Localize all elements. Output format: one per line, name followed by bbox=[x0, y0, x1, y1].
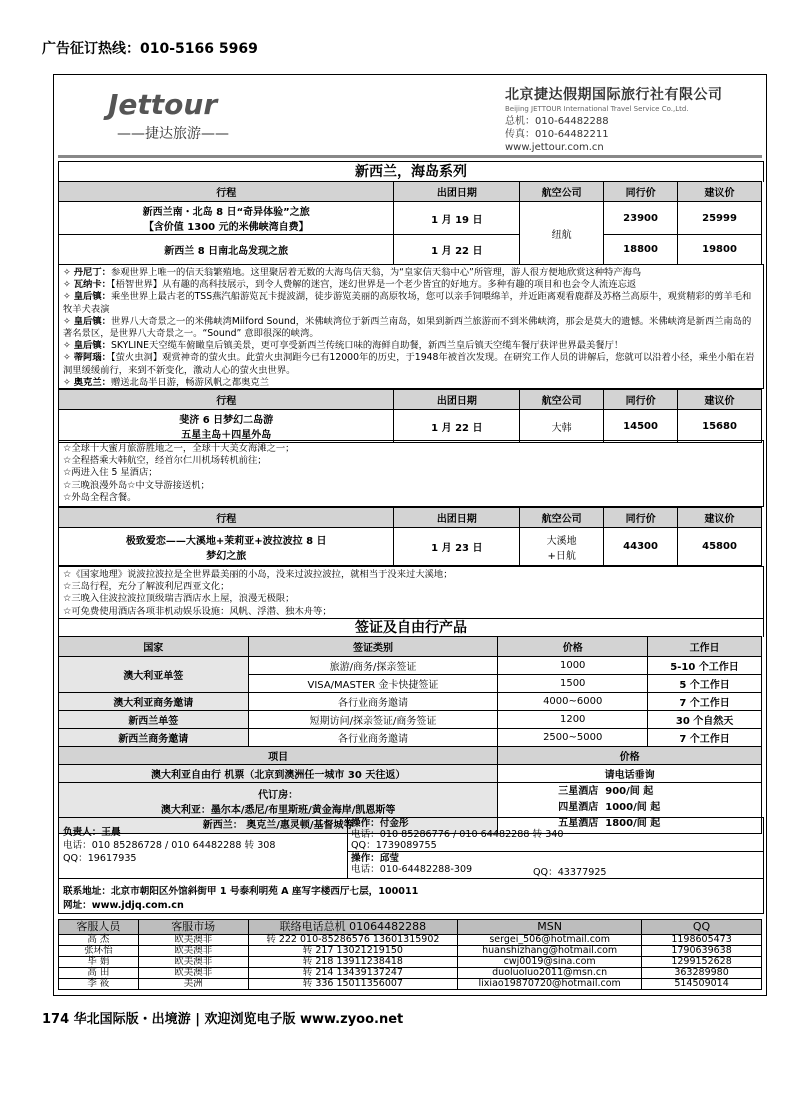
cs-name: 毕 娟 bbox=[59, 957, 139, 968]
company-web[interactable]: www.jettour.com.cn bbox=[505, 142, 604, 153]
suggest-price: 15680 bbox=[678, 410, 762, 443]
cs-phone: 转 214 13439137247 bbox=[248, 968, 458, 979]
price-cell: 1000 bbox=[498, 657, 648, 675]
tahiti-tour-table bbox=[58, 507, 762, 566]
table-header-row bbox=[59, 182, 762, 202]
company-name-cn: 北京捷达假期国际旅行社有限公司 bbox=[505, 87, 723, 103]
peer-price: 18800 bbox=[604, 235, 678, 265]
table-row bbox=[59, 657, 762, 675]
list-item: ✧ 皇后镇：乘坐世界上最古老的TSS燕汽船游览瓦卡提波湖，徒步游览美丽的高原牧场，您可以亲手饲喂绵羊，并近距离观看鹿群及苏格兰高原牛，观赏精彩的剪羊毛和牧羊犬表演 bbox=[63, 291, 752, 315]
header-price: 价格 bbox=[498, 637, 648, 657]
page-footer: 174 华北国际版・出境游 | 欢迎浏览电子版 www.zyoo.net bbox=[42, 1012, 404, 1027]
list-item: ☆两进入住 5 星酒店； bbox=[63, 467, 158, 479]
peer-price: 14500 bbox=[604, 410, 678, 443]
header-suggest: 建议价 bbox=[678, 390, 762, 410]
country-cell: 澳大利亚商务邀请 bbox=[59, 693, 249, 711]
date-cell: 1 月 19 日 bbox=[394, 202, 520, 235]
table-row bbox=[59, 693, 762, 711]
address: 联系地址：北京市朝阳区外馆斜街甲 1 号泰利明苑 A 座写字楼西厅七层，100011 bbox=[63, 886, 419, 897]
tahiti-notes bbox=[58, 566, 764, 620]
cs-header: MSN bbox=[458, 920, 642, 935]
cs-qq: 1198605473 bbox=[642, 935, 762, 946]
country-cell: 澳大利亚单签 bbox=[59, 657, 249, 693]
cs-header: 客服市场 bbox=[138, 920, 248, 935]
visa-type-cell: 旅游/商务/探亲签证 bbox=[248, 657, 498, 675]
contacts-divider bbox=[347, 818, 348, 878]
header-visa-type: 签证类别 bbox=[248, 637, 498, 657]
company-phone: 总机：010-64482288 bbox=[505, 116, 609, 127]
header-route: 行程 bbox=[59, 390, 394, 410]
header-peer: 同行价 bbox=[604, 508, 678, 528]
company-fax: 传真：010-64482211 bbox=[505, 129, 609, 140]
visa-type-cell: 各行业商务邀请 bbox=[248, 729, 498, 747]
peer-price: 44300 bbox=[604, 528, 678, 566]
cs-market: 欧美澳非 bbox=[138, 968, 248, 979]
logo-word: Jettour bbox=[108, 88, 218, 121]
cs-qq: 1790639638 bbox=[642, 946, 762, 957]
header-airline: 航空公司 bbox=[520, 390, 604, 410]
table-row bbox=[59, 202, 762, 235]
visa-table bbox=[58, 636, 762, 834]
cs-msn: cwj0019@sina.com bbox=[458, 957, 642, 968]
jettour-logo bbox=[108, 88, 238, 150]
fiji-notes bbox=[58, 440, 764, 507]
workdays-cell: 30 个自然天 bbox=[648, 711, 762, 729]
manager-block bbox=[63, 826, 276, 865]
cs-phone: 转 218 13911238418 bbox=[248, 957, 458, 968]
ad-hotline: 广告征订热线：010-5166 5969 bbox=[42, 41, 258, 57]
header-peer: 同行价 bbox=[604, 182, 678, 202]
operator1-qq: QQ：1739089755 bbox=[351, 840, 437, 851]
cs-phone: 转 222 010-85286576 13601315902 bbox=[248, 935, 458, 946]
list-item: ✧ 丹尼丁：参观世界上唯一的信天翁繁殖地。这里聚居着无数的大海鸟信天翁，为“皇家信天翁中心”所管理，游人很方便地欣赏这种特产海鸟 bbox=[63, 267, 642, 278]
customer-service-table bbox=[58, 919, 762, 990]
header-workdays: 工作日 bbox=[648, 637, 762, 657]
cs-phone: 转 336 15011356007 bbox=[248, 979, 458, 990]
date-cell: 1 月 23 日 bbox=[394, 528, 520, 566]
table-header-row bbox=[59, 920, 762, 935]
table-row bbox=[59, 235, 762, 265]
route-cell: 斐济 6 日梦幻二岛游 五星主岛＋四星外岛 bbox=[59, 410, 394, 443]
hotel-booking-cell: 代订房： 澳大利亚：墨尔本/悉尼/布里斯班/黄金海岸/凯恩斯等 新西兰： 奥克兰/惠灵顿/基督城等 bbox=[59, 783, 498, 834]
table-row bbox=[59, 729, 762, 747]
list-item: ☆《国家地理》说波拉波拉是全世界最美丽的小岛，没来过波拉波拉，就相当于没来过大溪地； bbox=[63, 569, 453, 580]
cs-msn: lixiao19870720@hotmail.com bbox=[458, 979, 642, 990]
cs-market: 欧美澳非 bbox=[138, 946, 248, 957]
manager-name: 负责人：王晨 bbox=[63, 827, 121, 838]
operator2-qq: QQ：43377925 bbox=[533, 867, 607, 878]
header-route: 行程 bbox=[59, 508, 394, 528]
table-row bbox=[59, 528, 762, 566]
header-date: 出团日期 bbox=[394, 508, 520, 528]
visa-type-cell: 各行业商务邀请 bbox=[248, 693, 498, 711]
website-link[interactable]: 网址：www.jdjq.com.cn bbox=[63, 900, 184, 911]
header-suggest: 建议价 bbox=[678, 182, 762, 202]
cs-market: 欧美澳非 bbox=[138, 935, 248, 946]
logo-cn: ——捷达旅游—— bbox=[117, 126, 229, 142]
header-date: 出团日期 bbox=[394, 390, 520, 410]
table-row bbox=[59, 968, 762, 979]
list-item: ☆三晚入住波拉波拉顶级瑞吉酒店水上屋，浪漫无极限； bbox=[63, 593, 295, 605]
cs-market: 欧美澳非 bbox=[138, 957, 248, 968]
operator-divider bbox=[348, 851, 763, 852]
visa-type-cell: VISA/MASTER 金卡快捷签证 bbox=[248, 675, 498, 693]
company-info bbox=[505, 84, 745, 154]
workdays-cell: 5 个工作日 bbox=[648, 675, 762, 693]
cs-phone: 转 217 13021219150 bbox=[248, 946, 458, 957]
nz-notes bbox=[58, 264, 764, 389]
list-item: ☆可免费使用酒店各项非机动娱乐设施：风帆、浮潜、独木舟等； bbox=[63, 605, 332, 617]
cs-header: QQ bbox=[642, 920, 762, 935]
ticket-cell: 澳大利亚自由行 机票（北京到澳洲任一城市 30 天往返） bbox=[59, 765, 498, 783]
header-airline: 航空公司 bbox=[520, 508, 604, 528]
suggest-price: 25999 bbox=[678, 202, 762, 235]
peer-price: 23900 bbox=[604, 202, 678, 235]
manager-qq: QQ：19617935 bbox=[63, 853, 137, 864]
cs-name: 高 田 bbox=[59, 968, 139, 979]
cs-msn: sergei_506@hotmail.com bbox=[458, 935, 642, 946]
route-cell: 新西兰南・北岛 8 日“奇异体验”之旅 【含价值 1300 元的米佛峡湾自费】 bbox=[59, 202, 394, 235]
header-item: 项目 bbox=[59, 747, 498, 765]
operator1-block bbox=[351, 818, 564, 851]
ticket-price-cell: 请电话垂询 bbox=[498, 765, 762, 783]
operator2-name: 操作：邱莹 bbox=[351, 853, 399, 864]
workdays-cell: 5-10 个工作日 bbox=[648, 657, 762, 675]
operator2-phone: 电话：010-64482288-309 bbox=[351, 864, 473, 875]
address-box bbox=[58, 877, 764, 914]
section-title-visa: 签证及自由行产品 bbox=[58, 618, 764, 637]
cs-name: 高 杰 bbox=[59, 935, 139, 946]
date-cell: 1 月 22 日 bbox=[394, 235, 520, 265]
list-item: ✧ 皇后镇：世界八大奇景之一的米佛峡湾Milford Sound，米佛峡湾位于新西兰南岛，如果到新西兰旅游而不到米佛峡湾，那会是莫大的遗憾。米佛峡湾是新西兰南岛的著名景区，是世界八大奇景之一。“Sound” 意即很深的峡湾。 bbox=[63, 315, 752, 340]
nz-tour-table bbox=[58, 181, 762, 265]
section-title-nz: 新西兰，海岛系列 bbox=[58, 161, 764, 182]
header-suggest: 建议价 bbox=[678, 508, 762, 528]
operator2-block bbox=[351, 853, 472, 875]
cs-msn: huanshizhang@hotmail.com bbox=[458, 946, 642, 957]
contacts-box bbox=[58, 817, 764, 879]
airline-cell: 大溪地 +日航 bbox=[520, 528, 604, 566]
airline-cell: 大韩 bbox=[520, 410, 604, 443]
table-row bbox=[59, 711, 762, 729]
date-cell: 1 月 22 日 bbox=[394, 410, 520, 443]
header-divider bbox=[58, 155, 762, 158]
list-item: ✧ 瓦纳卡：【梧智世界】从有趣的高科技展示，到令人费解的迷宫，迷幻世界是一个老少皆宜的好地方。多种有趣的项目和也会令人流连忘返 bbox=[63, 279, 637, 291]
cs-qq: 514509014 bbox=[642, 979, 762, 990]
price-cell: 4000~6000 bbox=[498, 693, 648, 711]
company-name-en: Beijing JETTOUR International Travel Service Co.,Ltd. bbox=[505, 105, 689, 113]
operator1-name: 操作：付金彤 bbox=[351, 818, 409, 829]
header-price: 价格 bbox=[498, 747, 762, 765]
cs-header: 客服人员 bbox=[59, 920, 139, 935]
list-item: ✧ 奥克兰：赠送北岛半日游，畅游风帆之都奥克兰 bbox=[63, 376, 270, 388]
hotel-prices-cell: 三星酒店 900/间 起 四星酒店 1000/间 起 五星酒店 1800/间 起 bbox=[498, 783, 762, 834]
table-header-row bbox=[59, 508, 762, 528]
header-airline: 航空公司 bbox=[520, 182, 604, 202]
list-item: ☆外岛全程含餐。 bbox=[63, 491, 137, 503]
list-item: ☆三岛行程，充分了解波利尼西亚文化； bbox=[63, 581, 230, 593]
header-route: 行程 bbox=[59, 182, 394, 202]
airline-cell: 纽航 bbox=[520, 202, 604, 265]
table-header-row bbox=[59, 747, 762, 765]
table-header-row bbox=[59, 637, 762, 657]
table-row bbox=[59, 946, 762, 957]
cs-msn: duoluoluo2011@msn.cn bbox=[458, 968, 642, 979]
header-country: 国家 bbox=[59, 637, 249, 657]
table-row bbox=[59, 979, 762, 990]
manager-phone: 电话：010 85286728 / 010 64482288 转 308 bbox=[63, 840, 276, 851]
list-item: ✧ 蒂阿瑙：【萤火虫洞】观赏神奇的萤火虫。此萤火虫洞距今已有12000年的历史，于1948年被首次发现。在研究工作人员的讲解后，您就可以沿着小径，乘坐小船在岩洞里缓缓前行，来到不新变化，激动人心的萤火虫世界。 bbox=[63, 352, 755, 376]
suggest-price: 45800 bbox=[678, 528, 762, 566]
cs-name: 张环怡 bbox=[59, 946, 139, 957]
country-cell: 新西兰单签 bbox=[59, 711, 249, 729]
table-row bbox=[59, 410, 762, 443]
table-row bbox=[59, 765, 762, 783]
list-item: ☆全程搭乘大韩航空，经首尔仁川机场转机前往； bbox=[63, 455, 267, 467]
route-cell: 极致爱恋——大溪地+茉莉亚+波拉波拉 8 日 梦幻之旅 bbox=[59, 528, 394, 566]
fiji-tour-table bbox=[58, 389, 762, 443]
list-item: ☆全球十大蜜月旅游胜地之一，全球十大美女海滩之一； bbox=[63, 443, 295, 454]
cs-qq: 363289980 bbox=[642, 968, 762, 979]
list-item: ✧ 皇后镇：SKYLINE天空缆车俯瞰皇后镇美景，更可享受新西兰传统口味的海鲜自助餐，新西兰皇后镇天空缆车餐厅获评世界最美餐厅！ bbox=[63, 340, 624, 352]
cs-header: 联络电话总机 01064482288 bbox=[248, 920, 458, 935]
cs-market: 美洲 bbox=[138, 979, 248, 990]
table-row bbox=[59, 935, 762, 946]
visa-type-cell: 短期访问/探亲签证/商务签证 bbox=[248, 711, 498, 729]
cs-qq: 1299152628 bbox=[642, 957, 762, 968]
workdays-cell: 7 个工作日 bbox=[648, 729, 762, 747]
workdays-cell: 7 个工作日 bbox=[648, 693, 762, 711]
table-row bbox=[59, 957, 762, 968]
operator1-phone: 电话：010 85286776 / 010 64482288 转 340 bbox=[351, 829, 564, 840]
table-header-row bbox=[59, 390, 762, 410]
country-cell: 新西兰商务邀请 bbox=[59, 729, 249, 747]
price-cell: 2500~5000 bbox=[498, 729, 648, 747]
cs-name: 李 筱 bbox=[59, 979, 139, 990]
header-date: 出团日期 bbox=[394, 182, 520, 202]
suggest-price: 19800 bbox=[678, 235, 762, 265]
list-item: ☆三晚浪漫外岛☆中文导游接送机； bbox=[63, 479, 210, 491]
price-cell: 1500 bbox=[498, 675, 648, 693]
route-cell: 新西兰 8 日南北岛发现之旅 bbox=[59, 235, 394, 265]
price-cell: 1200 bbox=[498, 711, 648, 729]
header-peer: 同行价 bbox=[604, 390, 678, 410]
